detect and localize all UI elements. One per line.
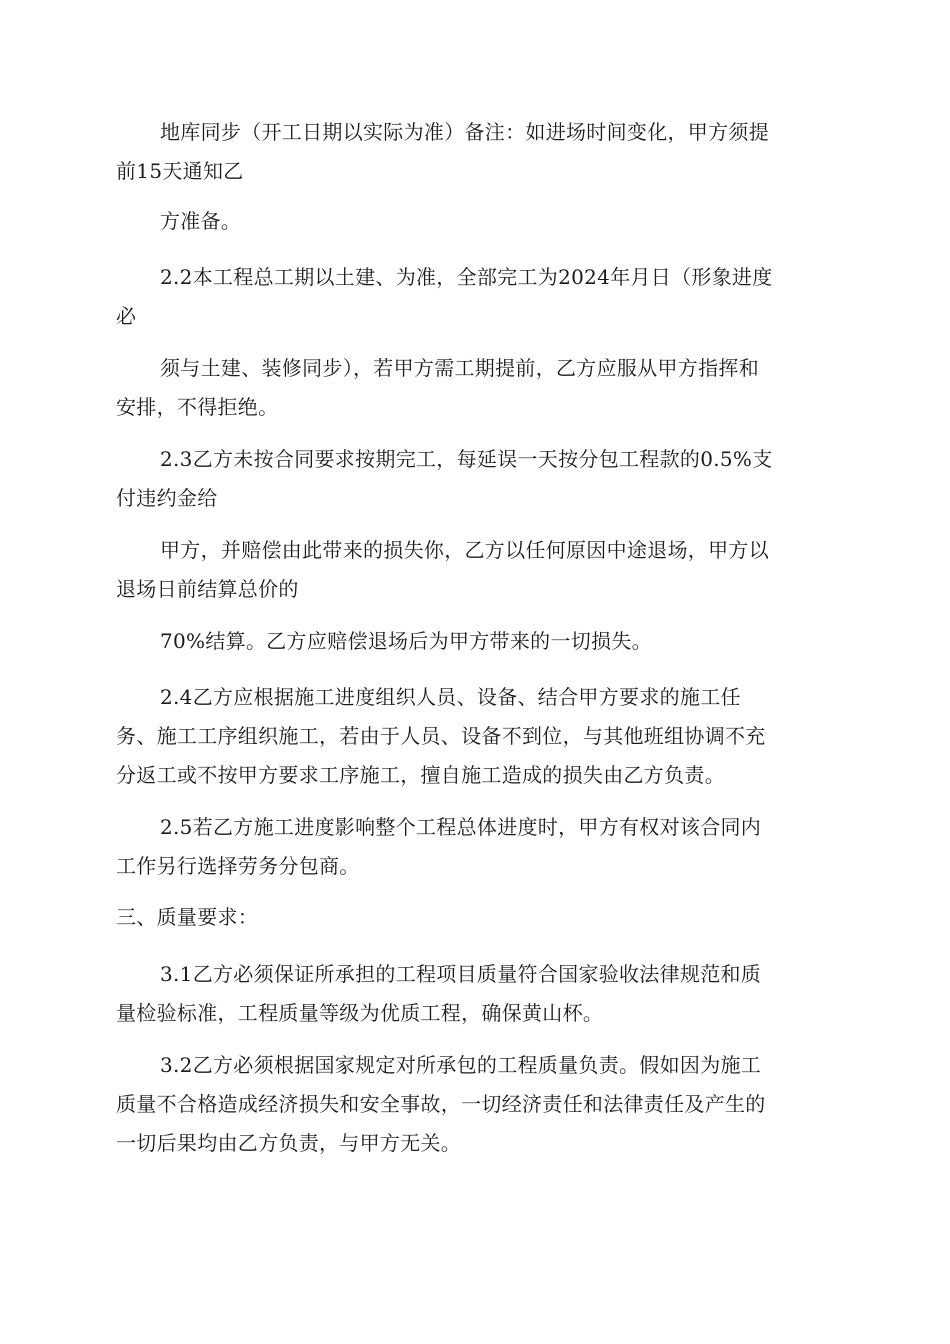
paragraph-line: 甲方，并赔偿由此带来的损失你，乙方以任何原因中途退场，甲方以 (160, 538, 769, 562)
paragraph-line: 一切后果均由乙方负责，与甲方无关。 (116, 1131, 462, 1155)
paragraph-line: 安排，不得拒绝。 (116, 395, 279, 419)
paragraph-3-2 (116, 1046, 836, 1163)
paragraph-2-2 (116, 258, 836, 336)
paragraph-prepare (116, 202, 836, 241)
paragraph-line: 2.5若乙方施工进度影响整个工程总体进度时，甲方有权对该合同内 (160, 815, 762, 839)
paragraph-line: 付违约金给 (116, 486, 218, 510)
paragraph-line: 方准备。 (160, 209, 242, 233)
paragraph-line: 须与土建、装修同步），若甲方需工期提前，乙方应服从甲方指挥和 (160, 356, 759, 380)
paragraph-line: 前15天通知乙 (116, 159, 244, 183)
paragraph-line: 3.1乙方必须保证所承担的工程项目质量符合国家验收法律规范和质 (160, 962, 762, 986)
paragraph-line: 2.3乙方未按合同要求按期完工，每延误一天按分包工程款的0.5%支 (160, 447, 773, 471)
paragraph-2-4 (116, 678, 836, 795)
paragraph-2-3-continued (116, 531, 836, 609)
paragraph-2-2-continued (116, 349, 836, 427)
paragraph-2-3 (116, 440, 836, 518)
paragraph-line: 退场日前结算总价的 (116, 577, 299, 601)
paragraph-line: 量检验标准，工程质量等级为优质工程，确保黄山杯。 (116, 1001, 604, 1025)
paragraph-line: 2.4乙方应根据施工进度组织人员、设备、结合甲方要求的施工任 (160, 685, 741, 709)
paragraph-settlement (116, 622, 836, 661)
paragraph-line: 70%结算。乙方应赔偿退场后为甲方带来的一切损失。 (160, 629, 652, 653)
paragraph-line: 分返工或不按甲方要求工序施工，擅自施工造成的损失由乙方负责。 (116, 763, 725, 787)
paragraph-2-5 (116, 808, 836, 886)
paragraph-line: 务、施工工序组织施工，若由于人员、设备不到位，与其他班组协调不充 (116, 724, 766, 748)
paragraph-line: 工作另行选择劳务分包商。 (116, 854, 360, 878)
paragraph-line: 3.2乙方必须根据国家规定对所承包的工程质量负责。假如因为施工 (160, 1053, 762, 1077)
paragraph-commencement-note (116, 113, 836, 191)
paragraph-3-1 (116, 955, 836, 1033)
paragraph-line: 2.2本工程总工期以土建、为准，全部完工为2024年月日（形象进度 (160, 265, 773, 289)
section-heading-quality (116, 898, 836, 937)
paragraph-line: 必 (116, 304, 137, 328)
section-heading-text: 三、质量要求： (116, 905, 259, 929)
paragraph-line: 质量不合格造成经济损失和安全事故，一切经济责任和法律责任及产生的 (116, 1092, 766, 1116)
paragraph-line: 地库同步（开工日期以实际为准）备注：如进场时间变化，甲方须提 (160, 120, 769, 144)
